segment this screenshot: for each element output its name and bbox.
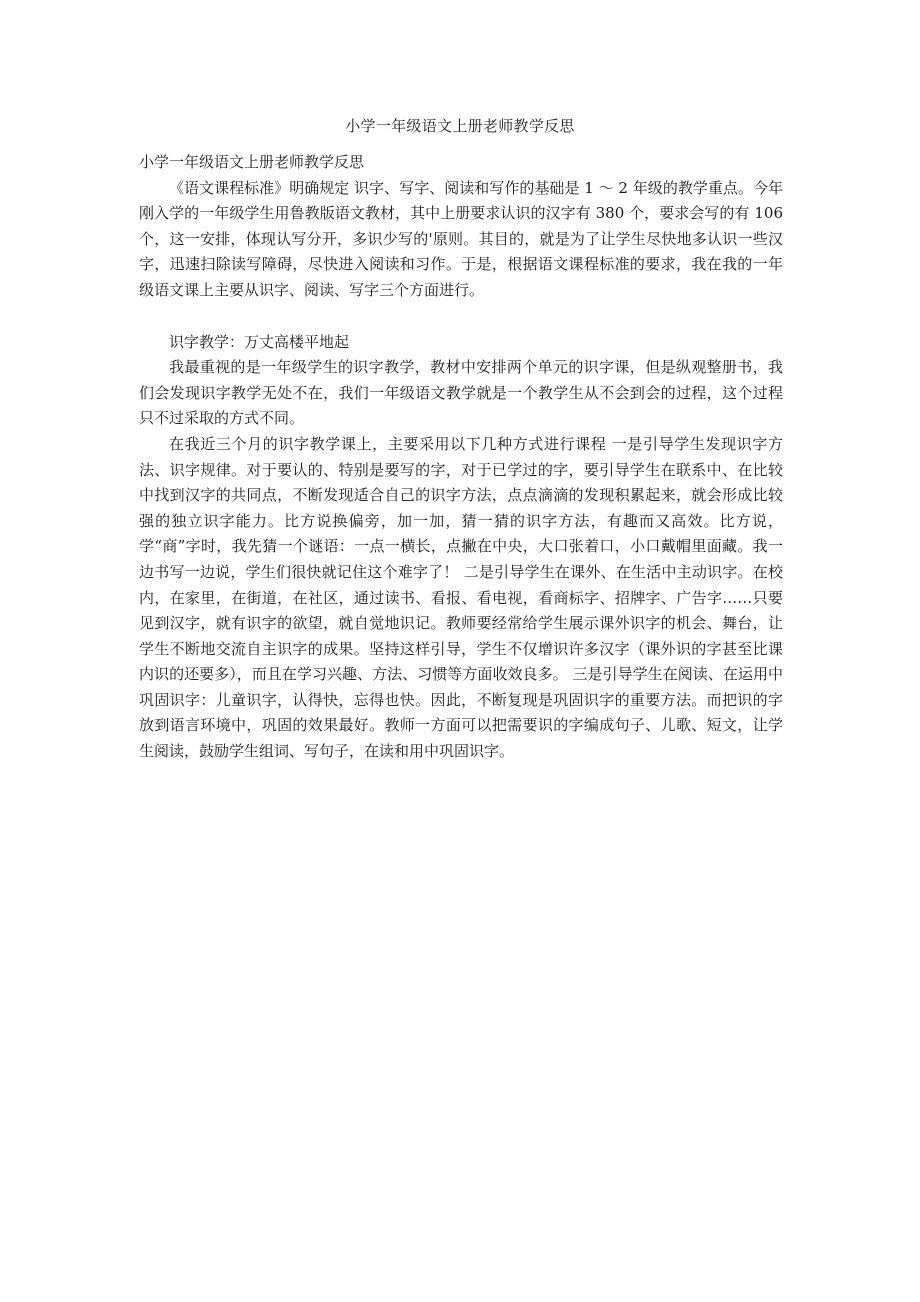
document-body: [139, 150, 783, 765]
section-heading: 识字教学：万丈高楼平地起: [169, 332, 350, 351]
paragraph-1: 我最重视的是一年级学生的识字教学，教材中安排两个单元的识字课，但是纵观整册书，我们会发现识字教学无处不在，我们一年级语文教学就是一个教学生从不会到会的过程，这个过程只不过采取的方式不同。: [139, 358, 783, 428]
document-title: 小学一年级语文上册老师教学反思: [345, 117, 575, 135]
paragraph-2: 在我近三个月的识字教学课上，主要采用以下几种方式进行课程 一是引导学生发现识字方法、识字规律。对于要认的、特别是要写的字，对于已学过的字，要引导学生在联系中、在比较中找到汉字的共同点，不断发现适合自己的识字方法，点点滴滴的发现积累起来，就会形成比较强的独立识字能力。比方说换偏旁，加一加，猜一猜的识字方法，有趣而又高效。比方说，学“商”字时，我先猜一个谜语：一点一横长，点撇在中央，大口张着口，小口戴帽里面藏。我一边书写一边说，学生们很快就记住这个难字了！ 二是引导学生在课外、在生活中主动识字。在校内，在家里，在街道，在社区，通过读书、看报、看电视，看商标字、招牌字、广告字……只要见到汉字，就有识字的欲望，就自觉地识记。教师要经常给学生展示课外识字的机会、舞台，让学生不断地交流自主识字的成果。坚持这样引导，学生不仅增识许多汉字（课外识的字甚至比课内识的还要多），而且在学习兴趣、方法、习惯等方面收效良多。 三是引导学生在阅读、在运用中巩固识字：儿童识字，认得快，忘得也快。因此，不断复现是巩固识字的重要方法。而把识的字放到语言环境中，巩固的效果最好。教师一方面可以把需要识的字编成句子、儿歌、短文，让学生阅读，鼓励学生组词、写句子，在读和用中巩固识字。: [139, 434, 783, 761]
intro-paragraph: 《语文课程标准》明确规定 识字、写字、阅读和写作的基础是 1 ～ 2 年级的教学重点。今年刚入学的一年级学生用鲁教版语文教材，其中上册要求认识的汉字有 380 个，要求会写的有 106 个，这一安排，体现认写分开，多识少写的'原则。其目的，就是为了让学生尽快地多认识一些汉字，迅速扫除读写障碍，尽快进入阅读和习作。于是，根据语文课程标准的要求，我在我的一年级语文课上主要从识字、阅读、写字三个方面进行。: [139, 178, 783, 299]
document-subtitle: 小学一年级语文上册老师教学反思: [139, 153, 365, 171]
